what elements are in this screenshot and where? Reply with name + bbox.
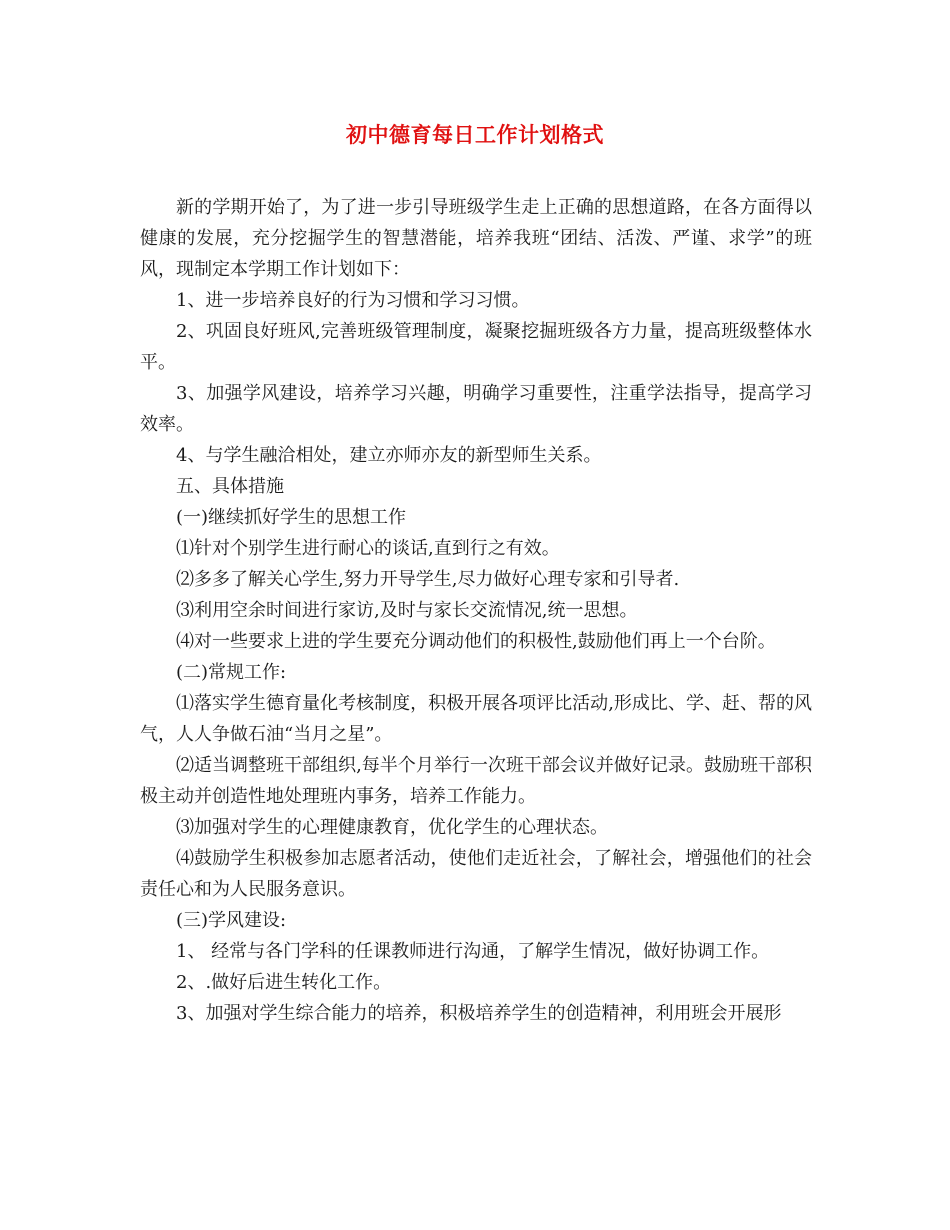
paragraph-thought-1: ⑴针对个别学生进行耐心的谈话,直到行之有效。 [176,538,560,559]
paragraph-goal-2: 2、巩固良好班风,完善班级管理制度，凝聚挖掘班级各方力量，提高班级整体水平。 [140,321,812,373]
paragraph-study-1: 1、 经常与各门学科的任课教师进行沟通，了解学生情况，做好协调工作。 [176,941,770,962]
paragraph-routine-4: ⑷鼓励学生积极参加志愿者活动，使他们走近社会，了解社会，增强他们的社会责任心和为人民服务意识。 [140,848,812,900]
paragraph-thought-2: ⑵多多了解关心学生,努力开导学生,尽力做好心理专家和引导者. [176,569,680,590]
paragraph-goal-1: 1、进一步培养良好的行为习惯和学习习惯。 [176,290,530,311]
subsection-heading-thought-work: (一)继续抓好学生的思想工作 [176,507,407,528]
paragraph-routine-2: ⑵适当调整班干部组织,每半个月举行一次班干部会议并做好记录。鼓励班干部积极主动并创造性地处理班内事务，培养工作能力。 [140,755,812,807]
paragraph-routine-1: ⑴落实学生德育量化考核制度，积极开展各项评比活动,形成比、学、赶、帮的风气，人人争做石油“当月之星”。 [140,693,812,745]
paragraph-goal-3: 3、加强学风建设，培养学习兴趣，明确学习重要性，注重学法指导，提高学习效率。 [140,383,812,435]
paragraph-goal-4: 4、与学生融洽相处，建立亦师亦友的新型师生关系。 [176,445,602,466]
paragraph-routine-3: ⑶加强对学生的心理健康教育，优化学生的心理状态。 [176,817,608,838]
subsection-heading-routine-work: (二)常规工作: [176,662,287,683]
paragraph-study-3: 3、加强对学生综合能力的培养，积极培养学生的创造精神，利用班会开展形 [176,1003,782,1024]
section-heading-measures: 五、具体措施 [176,476,284,497]
paragraph-thought-4: ⑷对一些要求上进的学生要充分调动他们的积极性,鼓励他们再上一个台阶。 [176,631,776,652]
document-title: 初中德育每日工作计划格式 [346,123,604,147]
document-body [140,192,812,1029]
paragraph-study-2: 2、.做好后进生转化工作。 [176,972,392,993]
paragraph-intro: 新的学期开始了，为了进一步引导班级学生走上正确的思想道路，在各方面得以健康的发展，充分挖掘学生的智慧潜能，培养我班“团结、活泼、严谨、求学”的班风，现制定本学期工作计划如下： [140,197,812,280]
paragraph-thought-3: ⑶利用空余时间进行家访,及时与家长交流情况,统一思想。 [176,600,638,621]
subsection-heading-study-style: (三)学风建设: [176,910,287,931]
